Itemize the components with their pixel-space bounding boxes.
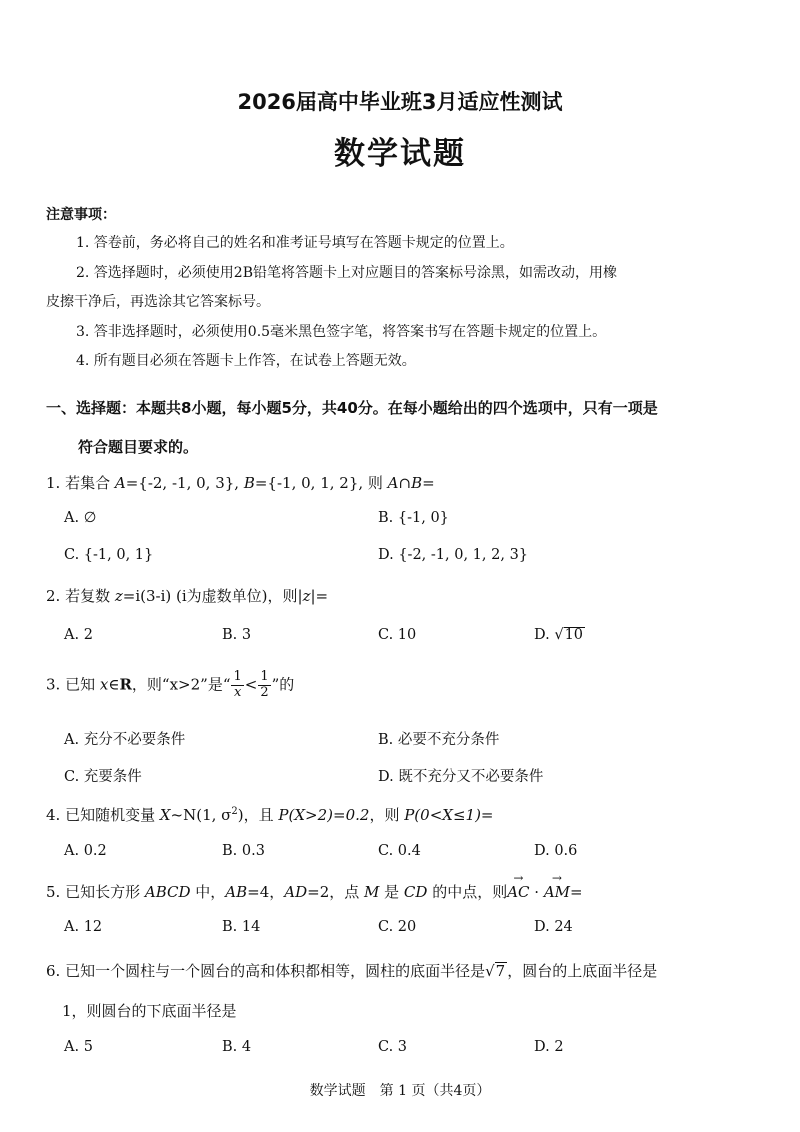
exam-title: 2026届高中毕业班3月适应性测试 [237, 90, 563, 114]
option-c: C. 3 [378, 1039, 408, 1055]
sqrt-symbol: √ [485, 962, 495, 980]
option-a: A. 充分不必要条件 [64, 732, 186, 748]
option-c: C. 充要条件 [64, 769, 142, 785]
vector-am: → AM [544, 883, 570, 901]
option-b: B. 必要不充分条件 [378, 732, 500, 748]
option-b: B. 4 [222, 1039, 252, 1055]
note-item: 皮擦干净后，再选涂其它答案标号。 [46, 294, 270, 310]
option-d: D. {-2, -1, 0, 1, 2, 3} [378, 547, 529, 563]
fraction: $\frac{1}{x}$ [233, 669, 242, 700]
question-6-cont: 1，则圆台的下底面半径是 [62, 1002, 237, 1020]
sqrt-symbol: √ [554, 627, 564, 643]
section-heading-cont: 符合题目要求的。 [78, 438, 199, 456]
option-c: C. {-1, 0, 1} [64, 547, 154, 563]
option-c: C. 10 [378, 627, 417, 643]
section-heading: 一、选择题：本题共8小题，每小题5分，共40分。在每小题给出的四个选项中，只有一项是 [46, 399, 658, 417]
question-3: 3. 已知 x∈R，则“x>2”是“ $\frac{1}{x}$ < $\frac{1}{2}$ ”的 [46, 669, 295, 700]
subject-title: 数学试题 [334, 136, 466, 172]
question-4: 4. 已知随机变量 X~N(1, $\sigma^2$)，且 P(X>2)=0.2，则 P(0<X≤1)= [46, 806, 494, 824]
option-b: B. 0.3 [222, 843, 265, 859]
option-b: B. 14 [222, 919, 261, 935]
option-a: A. 12 [64, 919, 103, 935]
vector-ac: → AC [507, 883, 529, 901]
option-b: B. {-1, 0} [378, 510, 449, 526]
note-item: 3. 答非选择题时，必须使用0.5毫米黑色签字笔，将答案书写在答题卡规定的位置上。 [76, 324, 607, 340]
note-item: 4. 所有题目必须在答题卡上作答，在试卷上答题无效。 [76, 353, 416, 369]
option-a: A. 0.2 [64, 843, 107, 859]
question-1: 1. 若集合 A={-2, -1, 0, 3}, B={-1, 0, 1, 2}, 则 A∩B= [46, 474, 435, 492]
option-a: A. 2 [64, 627, 93, 643]
question-5: 5. 已知长方形 ABCD 中，AB=4，AD=2，点 M 是 CD 的中点，则→ AC · → AM= [46, 881, 583, 902]
option-a: A. ∅ [64, 510, 97, 526]
option-b: B. 3 [222, 627, 252, 643]
fraction: $\frac{1}{2}$ [260, 669, 269, 700]
option-d: D. 2 [534, 1039, 564, 1055]
note-item: 2. 答选择题时，必须使用2B铅笔将答题卡上对应题目的答案标号涂黑，如需改动，用橡 [76, 265, 618, 281]
option-d: D. 0.6 [534, 843, 578, 859]
option-c: C. 20 [378, 919, 417, 935]
option-d: D. √10 [534, 627, 584, 643]
notes-heading: 注意事项： [46, 207, 116, 223]
option-a: A. 5 [64, 1039, 93, 1055]
question-6: 6. 已知一个圆柱与一个圆台的高和体积都相等，圆柱的底面半径是√7 ，圆台的上底面半径是 [46, 962, 658, 980]
page-footer: 数学试题 第 1 页（共4页） [309, 1083, 491, 1099]
question-2: 2. 若复数 z=i(3-i) (i为虚数单位)，则|z|= [46, 587, 329, 605]
option-c: C. 0.4 [378, 843, 421, 859]
note-item: 1. 答卷前，务必将自己的姓名和准考证号填写在答题卡规定的位置上。 [76, 235, 514, 251]
option-d: D. 既不充分又不必要条件 [378, 769, 544, 785]
option-d: D. 24 [534, 919, 573, 935]
